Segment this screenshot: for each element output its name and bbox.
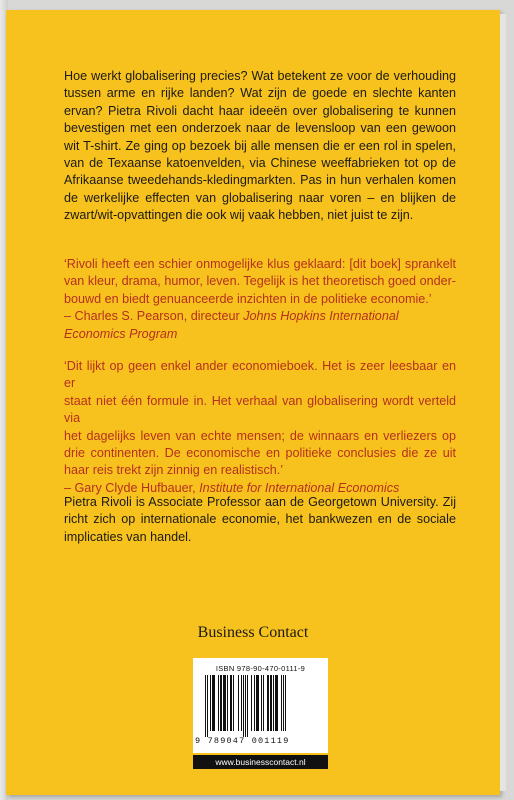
barcode-bar <box>273 675 274 731</box>
quote-line: drie continenten. De economische en politieke conclusies die ze uit <box>64 446 456 461</box>
barcode-bar <box>227 675 228 731</box>
barcode-bar <box>207 675 208 737</box>
isbn-number: ISBN 978-90-470-0111-9 <box>215 664 306 673</box>
barcode-bar <box>254 675 255 731</box>
attribution-affiliation: Johns Hopkins International <box>243 309 399 324</box>
quote-line: bouwd en biedt genuanceerde inzichten in de politieke economie.’ <box>64 291 432 306</box>
barcode-bar <box>218 675 219 731</box>
ean-digits: 9 789047 001119 <box>195 736 290 746</box>
barcode-bar <box>285 675 286 731</box>
barcode-bar <box>220 675 222 731</box>
barcode-bar <box>247 675 248 737</box>
attribution-affiliation: Institute for International Economics <box>199 480 400 495</box>
attribution-name: – Charles S. Pearson, directeur <box>64 309 244 324</box>
description-paragraph: Hoe werkt globalisering precies? Wat betekent ze voor de verhouding tussen arme en rijke landen? Wat zijn de goede en slechte kanten ervan? Pietra Rivoli dacht haar ideeën over globalisering te kunnen bevestigen met een onderzoek naar de levensloop van een gewoon wit T-shirt. Ze ging op bezoek bij alle mensen die er een rol in spelen, van de Texaanse katoenvelden, via Chinese weeffabrieken tot op de Afrikaanse tweedehands-kledingmarkten. Pas in hun verhalen komen de werkelijke effecten van globalisering naar voren – en blijken de zwart/wit-opvattingen die ook wij vaak hebben, niet juist te zijn. <box>64 69 456 223</box>
attribution-affiliation-continued: Economics Program <box>64 326 178 341</box>
quote-line: van kleur, drama, humor, leven. Tegelijk is het theoretisch goed onder- <box>64 274 456 289</box>
review-quote-hufbauer <box>64 358 456 497</box>
barcode-label <box>193 658 328 753</box>
barcode-bar <box>223 675 226 731</box>
barcode-bar <box>233 675 234 731</box>
barcode-bar <box>270 675 272 731</box>
barcode-bar <box>261 675 262 731</box>
author-bio: Pietra Rivoli is Associate Professor aan de Georgetown University. Zij richt zich op internationale economie, het bankwezen en de sociale implicaties van handel. <box>64 495 456 544</box>
review-quote-pearson <box>64 256 456 343</box>
back-cover <box>6 10 500 795</box>
attribution-name: – Gary Clyde Hufbauer, <box>64 480 200 495</box>
barcode-bar <box>230 675 232 731</box>
barcode-bar <box>251 675 252 731</box>
quote-line: het dagelijks leven van echte mensen; de winnaars en verliezers op <box>64 428 456 443</box>
barcode-bar <box>283 675 284 731</box>
barcode-bar <box>245 675 246 737</box>
barcode-bar <box>267 675 269 731</box>
barcode-bar <box>205 675 206 737</box>
quote-attribution-continued <box>64 326 456 343</box>
publisher-website: www.businesscontact.nl <box>193 755 328 769</box>
quote-line: ‘Rivoli heeft een schier onmogelijke klus geklaard: [dit boek] sprankelt <box>64 257 456 271</box>
barcode-bar <box>281 675 282 731</box>
barcode-bar <box>212 675 215 731</box>
barcode-bar <box>241 675 242 731</box>
barcode-bar <box>275 675 278 731</box>
barcode-bar <box>238 675 239 731</box>
quote-line: ‘Dit lijkt op geen enkel ander economieboek. Het is zeer leesbaar en er <box>64 359 456 391</box>
quote-attribution <box>64 308 456 325</box>
quote-line: haar reis trekt zijn zinnig en realistisch.’ <box>64 463 284 478</box>
barcode-bar <box>256 675 258 731</box>
barcode-icon <box>205 675 320 737</box>
barcode-bar <box>263 675 264 731</box>
barcode-bar <box>243 675 244 737</box>
barcode-bar <box>210 675 211 731</box>
quote-line: staat niet één formule in. Het verhaal van globalisering wordt verteld via <box>64 393 456 426</box>
publisher-logo-text: Business Contact <box>197 624 309 641</box>
